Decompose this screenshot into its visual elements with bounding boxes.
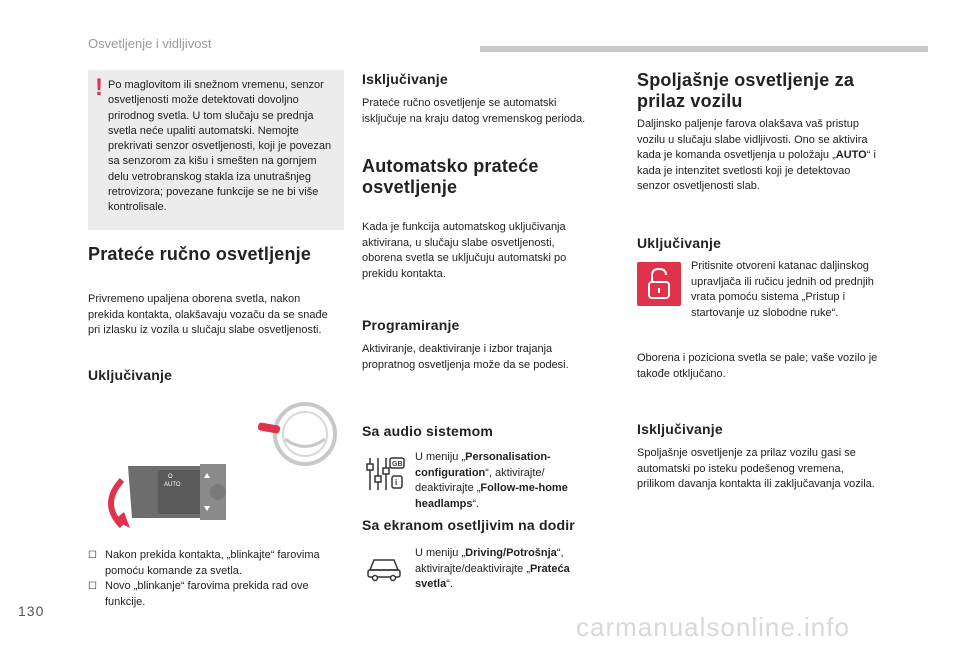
approach-lighting-title: Spoljašnje osvetljenje za prilaz vozilu: [637, 70, 855, 111]
lighting-stalk-illustration: [100, 394, 340, 534]
warning-icon: !: [95, 74, 103, 101]
touchscreen-text: U meniju „Driving/Potrošnja“, aktivirajte/deaktivirajte „Prateća svetla“.: [415, 547, 570, 590]
approach-on-title: Uključivanje: [637, 235, 722, 251]
approach-on-text-2: Oborena i poziciona svetla se pale; vaše vozilo je takođe otključano.: [637, 352, 878, 380]
programming-title: Programiranje: [362, 317, 460, 333]
warning-text: Po maglovitom ili snežnom vremenu, senzor osvetljenosti može detektovati dovoljno prirodnog svetla. U tom slučaju se prednja svetla neće upaliti automatski. Nemojte prekrivati senzor osvetljenosti, koji je povezan sa senzorom za kišu i smešten na gornjem delu vetrobranskog stakla iza unutrašnjeg retrovizora; povezane funkcije se ne bi više kontrolisale.: [108, 79, 332, 214]
auto-guide-me-home-text: Kada je funkcija automatskog uključivanja aktivirana, u slučaju slabe osvetljenosti, oborena svetla se uključuju automatski po prekidu kontakta.: [362, 221, 567, 280]
car-icon: [366, 554, 402, 582]
manual-on-title: Uključivanje: [88, 367, 173, 383]
svg-text:GB: GB: [392, 461, 403, 468]
settings-icon: [364, 454, 408, 494]
section-title: Osvetljenje i vidljivost: [88, 36, 212, 51]
manual-off-text: Prateće ručno osvetljenje se automatski isključuje na kraju datog vremenskog perioda.: [362, 97, 586, 125]
approach-off-title: Isključivanje: [637, 421, 723, 437]
manual-guide-me-home-intro: Privremeno upaljena oborena svetla, nakon prekida kontakta, olakšavaju vozaču da se snađe pri izlasku iz vozila u slučaju slabe osvetljenosti.: [88, 293, 328, 336]
list-item-text: Nakon prekida kontakta, „blinkajte“ farovima pomoću komande za svetla.: [105, 549, 320, 577]
programming-text: Aktiviranje, deaktiviranje i izbor trajanja propratnog osvetljenja može da se podesi.: [362, 343, 569, 371]
touchscreen-title: Sa ekranom osetljivim na dodir: [362, 517, 575, 533]
bullet-marker: ☐: [88, 550, 97, 561]
manual-guide-me-home-title: Prateće ručno osvetljenje: [88, 244, 312, 264]
audio-system-text: U meniju „Personalisation-configuration“, aktivirajte/ deaktivirajte „Follow-me-home headlamps“.: [415, 451, 568, 510]
approach-lighting-intro: Daljinsko paljenje farova olakšava vaš pristup vozilu u slučaju slabe vidljivosti. Ono se aktivira kada je komanda osvetljenja u položaju „AUTO“ i kada je intenzitet svetlosti koji je detektovao senzor osvetljenosti slab.: [637, 118, 876, 192]
manual-off-title: Isključivanje: [362, 71, 448, 87]
approach-off-text: Spoljašnje osvetljenje za prilaz vozilu gasi se automatski po isteku podešenog vremena, prilikom davanja kontakta ili zaključavanja vozila.: [637, 447, 875, 490]
unlock-key-icon: [637, 262, 681, 306]
flash-arrow-icon: [111, 480, 130, 528]
list-item: [88, 579, 340, 610]
svg-text:O: O: [168, 474, 173, 480]
bullet-marker: ☐: [88, 581, 97, 592]
svg-text:i: i: [395, 478, 398, 487]
auto-guide-me-home-title: Automatsko prateće osvetljenje: [362, 156, 539, 197]
list-item-text: Novo „blinkanje“ farovima prekida rad ove funkcije.: [105, 580, 309, 608]
audio-system-title: Sa audio sistemom: [362, 423, 493, 439]
steering-wheel-icon: [257, 404, 335, 464]
page-number: 130: [18, 603, 45, 619]
stalk-icon: [128, 464, 226, 520]
watermark: carmanualsonline.info: [576, 612, 850, 642]
svg-text:AUTO: AUTO: [164, 482, 181, 488]
approach-on-text: Pritisnite otvoreni katanac daljinskog upravljača ili ručicu jednih od prednjih vrata pomoću sistema „Pristup i startovanje uz slobodne ruke“.: [691, 260, 874, 319]
list-item: [88, 548, 340, 579]
manual-steps-list: [88, 548, 340, 610]
header-divider: [480, 46, 928, 52]
